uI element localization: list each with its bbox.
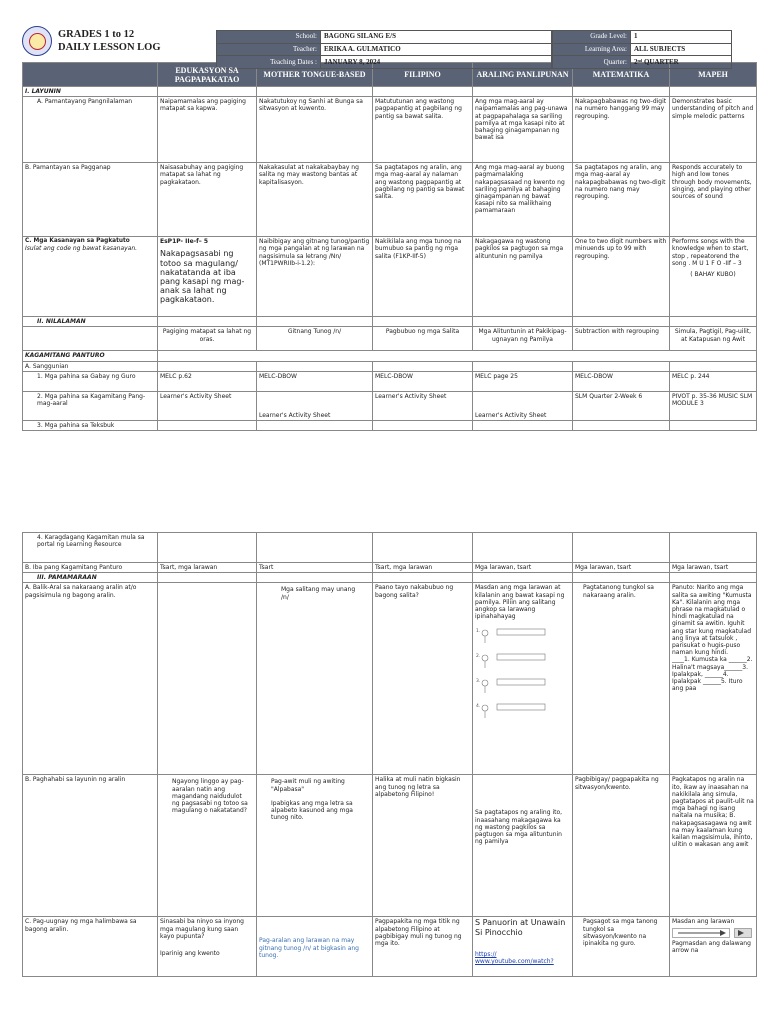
row-label: A. Balik-Aral sa nakaraang aralin at/o pagsisimula ng bagong aralin. <box>23 583 158 775</box>
arrow-icon <box>672 928 730 938</box>
col-mapeh: MAPEH <box>670 63 757 87</box>
cell: Mga larawan, tsart <box>473 563 573 573</box>
cell: Naisasabuhay ang pagiging matapat sa lahat ng pagkakataon. <box>158 163 257 237</box>
row-label-teksbuk: 3. Mga pahina sa Teksbuk <box>23 420 158 430</box>
mt-song: Pag-awit muli ng awiting "Alpabasa" <box>271 778 345 793</box>
row-label <box>23 533 158 563</box>
cell: MELC page 25 <box>473 371 573 391</box>
cell: Mga Alituntunin at Pakikipag-ugnayan ng Pamilya <box>473 327 573 351</box>
cell: Matututunan ang wastong pagpapantig at pagbilang ng pantig sa bawat salita. <box>373 97 473 163</box>
cell: One to two digit numbers with minuends up to 99 with regrouping. <box>573 237 670 317</box>
cell: Simula, Pagtigil, Pag-uilit, at Katapusan ng Awit <box>670 327 757 351</box>
row-balik-aral <box>23 583 757 775</box>
row-label: C. Pag-uugnay ng mga halimbawa sa bagong aralin. <box>23 917 158 977</box>
info-block <box>216 22 756 66</box>
row-label-text: 4. Karagdagang Kagamitan mula sa portal ng Learning Resource <box>37 534 145 549</box>
esp-question: Sinasabi ba ninyo sa inyong mga magulang kung saan kayo pupunta? <box>160 918 244 940</box>
cell: Learner's Activity Sheet <box>373 391 473 420</box>
youtube-link[interactable]: https:// www.youtube.com/watch? <box>475 950 554 966</box>
row-gabay-guro <box>23 371 757 391</box>
cell: Nakatutukoy ng Sanhi at Bunga sa sitwasyon at kuwento. <box>257 97 373 163</box>
grade-value: 1 <box>631 31 732 44</box>
cell: Ang mga mag-aaral ay buong pagmamalaking nakapagsasaad ng kwento ng sariling pamilya at bahaging ginagampanan ng bawat kasapi nito sa malikhaing pamamaraan <box>473 163 573 237</box>
row-label <box>23 237 158 317</box>
cell: Learner's Activity Sheet <box>158 391 257 420</box>
dates-label: Teaching Dates : <box>217 56 321 69</box>
row-iba-pang-kagamitan <box>23 563 757 573</box>
row-kagamitang-mag-aaral <box>23 391 757 420</box>
cell: PIVOT p. 35-36 MUSIC SLM MODULE 3 <box>670 391 757 420</box>
sanggunian-label: A. Sanggunian <box>23 361 158 371</box>
esp-code: EsP1P- IIe-f– 5 <box>160 238 209 246</box>
cell: Paano tayo nakabubuo ng bagong salita? <box>373 583 473 775</box>
item-1: 1. <box>476 629 481 635</box>
mapeh-items: ____1. Kumusta ka ______2. Halina't magsaya______3. Ipalakpak, ______4. Ipalakpak ______5. Ituro ang paa <box>672 656 753 693</box>
col-filipino: FILIPINO <box>373 63 473 87</box>
song-title: ( BAHAY KUBO) <box>690 271 736 279</box>
section-nilalaman: II. NILALAMAN <box>23 317 158 327</box>
cell: Mga larawan, tsart <box>573 563 670 573</box>
row-nilalaman <box>23 327 757 351</box>
page-2 <box>22 532 756 977</box>
cell: SLM Quarter 2-Week 6 <box>573 391 670 420</box>
cell: Halika at muli natin bigkasin ang tunog ng letra sa alpabetong Filipino! <box>373 775 473 917</box>
cell: MELC-DBOW <box>257 371 373 391</box>
area-label: Learning Area: <box>553 43 631 56</box>
cell <box>670 237 757 317</box>
row-label: B. Paghahabi sa layunin ng aralin <box>23 775 158 917</box>
header <box>22 22 756 66</box>
cell: Pagsagot sa mga tanong tungkol sa sitwasyon/kwento na ipinakita ng guro. <box>573 917 670 977</box>
cell <box>158 917 257 977</box>
row-pamantayang-pangnilalaman <box>23 97 757 163</box>
mapeh-arrows: Pagmasdan ang dalawang arrow na <box>672 939 751 954</box>
col-matematika: MATEMATIKA <box>573 63 670 87</box>
cell: Ngayong linggo ay pag-aaralan natin ang magandang naidudulot ng pagsasabi ng totoo sa magulang o nakatatand? <box>158 775 257 917</box>
cell: Pagpapakita ng mga titik ng alpabetong Filipino at pagbibigay muli ng tunog ng mga ito. <box>373 917 473 977</box>
cell: Sa pagtatapos ng aralin, ang mga mag-aaral ay nalaman ang wastong pagpapantig at pagbilang ng pantig sa bawat salita. <box>373 163 473 237</box>
cell: Responds accurately to high and low tones through body movements, singing, and playing other sources of sound <box>670 163 757 237</box>
row-label: 2. Mga pahina sa Kagamitang Pang-mag-aaral <box>23 391 158 420</box>
cell: Nakagagawa ng wastong pagkilos sa pagtugon sa mga alituntunin ng pamilya <box>473 237 573 317</box>
cell: Nakikilala ang mga tunog na bumubuo sa pantig ng mga salita (F1KP-IIf-5) <box>373 237 473 317</box>
area-value: ALL SUBJECTS <box>631 43 732 56</box>
quarter-label: Quarter: <box>553 56 631 69</box>
row-paghahabi <box>23 775 757 917</box>
row-label-title: C. Mga Kasanayan sa Pagkatuto <box>25 238 130 245</box>
cell: Learner's Activity Sheet <box>473 391 573 420</box>
row-label: 1. Mga pahina sa Gabay ng Guro <box>23 371 158 391</box>
cell: Pagtatanong tungkol sa nakaraang aralin. <box>573 583 670 775</box>
row-label: B. Pamantayan sa Pagganap <box>23 163 158 237</box>
cell: Pagbubuo ng mga Salita <box>373 327 473 351</box>
cell: Pagiging matapat sa lahat ng oras. <box>158 327 257 351</box>
section-kagamitan: KAGAMITANG PANTURO <box>23 351 158 361</box>
item-3: 3. <box>476 679 481 685</box>
row-karagdagang-kagamitan <box>23 533 757 563</box>
family-picture-exercise <box>475 623 553 733</box>
arrow-end-icon <box>734 928 752 938</box>
cell: Mga larawan, tsart <box>670 563 757 573</box>
esp-text: Nakapagsasabi ng totoo sa magulang/ nakatatanda at iba pang kasapi ng mag-anak sa lahat ng pagkakataon. <box>160 249 245 305</box>
lesson-table-2 <box>22 532 757 977</box>
cell <box>473 583 573 775</box>
cell <box>473 917 573 977</box>
cell <box>158 237 257 317</box>
cell: Naibibigay ang gitnang tunog/pantig ng mga pangalan at ng larawan na nagsisimula sa letrang /Nn/ (MT1PWRIIb-i-1.2): <box>257 237 373 317</box>
school-value: BAGONG SILANG E/S <box>321 31 552 44</box>
cell: Demonstrates basic understanding of pitch and simple melodic patterns <box>670 97 757 163</box>
cell: MELC p.62 <box>158 371 257 391</box>
row-label: A. Pamantayang Pangnilalaman <box>23 97 158 163</box>
cell: Sa pagtatapos ng aralin, ang mga mag-aaral ay nakapagbabawas ng two-digit na numero nang may regrouping. <box>573 163 670 237</box>
row-pag-uugnay <box>23 917 757 977</box>
title-line-1: GRADES 1 to 12 <box>58 29 135 40</box>
cell: Pag-aralan ang larawan na may gitnang tunog /n/ at bigkasin ang tunog. <box>257 917 373 977</box>
page-1 <box>22 22 756 431</box>
arrow-pictures <box>672 928 754 938</box>
cell: Nakakasulat at nakakabaybay ng salita ng may wastong bantas at kapitalisasyon. <box>257 163 373 237</box>
quarter-value: 2ⁿᵈ QUARTER <box>631 56 732 69</box>
cell: Gitnang Tunog /n/ <box>257 327 373 351</box>
section-layunin: I. LAYUNIN <box>23 87 158 97</box>
cell <box>257 775 373 917</box>
row-kasanayan <box>23 237 757 317</box>
grade-label: Grade Level: <box>553 31 631 44</box>
col-esp: EDUKASYON SA PAGPAPAKATAO <box>158 63 257 87</box>
cell: MELC-DBOW <box>573 371 670 391</box>
col-mtb: MOTHER TONGUE-BASED <box>257 63 373 87</box>
ap-instruction: Masdan ang mga larawan at kilalanin ang bawat kasapi ng pamilya. Piliin ang salitang angkop sa larawang ipinahahayag <box>475 584 565 621</box>
school-label: School: <box>217 31 321 44</box>
cell: Pagbibigay/ pagpapakita ng sitwasyon/kwento. <box>573 775 670 917</box>
ap-watch: S Panuorin at Unawain Si Pinocchio <box>475 918 566 937</box>
cell: Pagkatapos ng aralin na ito, ikaw ay inaasahan na nakikilala ang simula, pagtatapos at paulit-ulit na mga bahagi ng isang naitala na musika; B. nakapagsasagawa ng awit na may kaalaman kung kailan magsisimula, ihinto, ulitin o wakasan ang awit <box>670 775 757 917</box>
cell: Learner's Activity Sheet <box>257 391 373 420</box>
teacher-value: ERIKA A. GULMATICO <box>321 43 552 56</box>
cell <box>670 583 757 775</box>
teacher-label: Teacher: <box>217 43 321 56</box>
cell: Nakapagbabawas ng two-digit na numero hanggang 99 may regrouping. <box>573 97 670 163</box>
row-label: B. Iba pang Kagamitang Panturo <box>23 563 158 573</box>
cell: MELC-DBOW <box>373 371 473 391</box>
cell: Mga salitang may unang /n/ <box>257 583 373 775</box>
cell: Subtraction with regrouping <box>573 327 670 351</box>
title-line-2: DAILY LESSON LOG <box>58 42 161 53</box>
col-ap: ARALING PANLIPUNAN <box>473 63 573 87</box>
dates-value: JANUARY 8, 2024 <box>321 56 552 69</box>
mapeh-skill: Performs songs with the knowledge when to start, stop , repeatorend the song . M U 1 F O -IIf – 3 <box>672 238 749 267</box>
lesson-table-1 <box>22 62 757 431</box>
mapeh-look: Masdan ang larawan <box>672 918 735 926</box>
esp-story: Iparinig ang kwento <box>160 950 220 958</box>
cell: MELC p. 244 <box>670 371 757 391</box>
page-title <box>58 22 216 62</box>
mapeh-instruction: Panuto: Narito ang mga salita sa awiting "Kumusta Ka". Kilalanin ang mga phrase na magkatulad o hindi magkatulad na ginamit sa awitin. Iguhit ang star kung magkatulad ang linya at tatsulok , parisukat o hugis-puso naman kung hindi. <box>672 584 752 657</box>
mt-instruction: Ipabigkas ang mga letra sa alpabeto kasunod ang mga tunog nito. <box>271 799 353 822</box>
cell: Naipamamalas ang pagiging matapat sa kapwa. <box>158 97 257 163</box>
cell: Tsart, mga larawan <box>158 563 257 573</box>
cell: Tsart <box>257 563 373 573</box>
item-2: 2. <box>476 654 481 660</box>
row-pamantayan-sa-pagganap <box>23 163 757 237</box>
cell: Ang mga mag-aaral ay naipamamalas ang pag-unawa at pagpapahalaga sa sariling pamilya at mga kasapi nito at bahaging ginagampanan ng bawat isa <box>473 97 573 163</box>
cell <box>670 917 757 977</box>
deped-seal-icon <box>22 26 52 56</box>
cell: Sa pagtatapos ng araling ito, inaasahang makagagawa ka ng wastong pagkilos sa pagtugon sa mga alituntunin ng pamilya <box>473 775 573 917</box>
item-4: 4. <box>476 704 481 710</box>
section-pamamaraan: III. PAMAMARAAN <box>23 573 158 583</box>
row-label-sub: Isulat ang code ng bawat kasanayan. <box>25 245 138 253</box>
cell: Tsart, mga larawan <box>373 563 473 573</box>
